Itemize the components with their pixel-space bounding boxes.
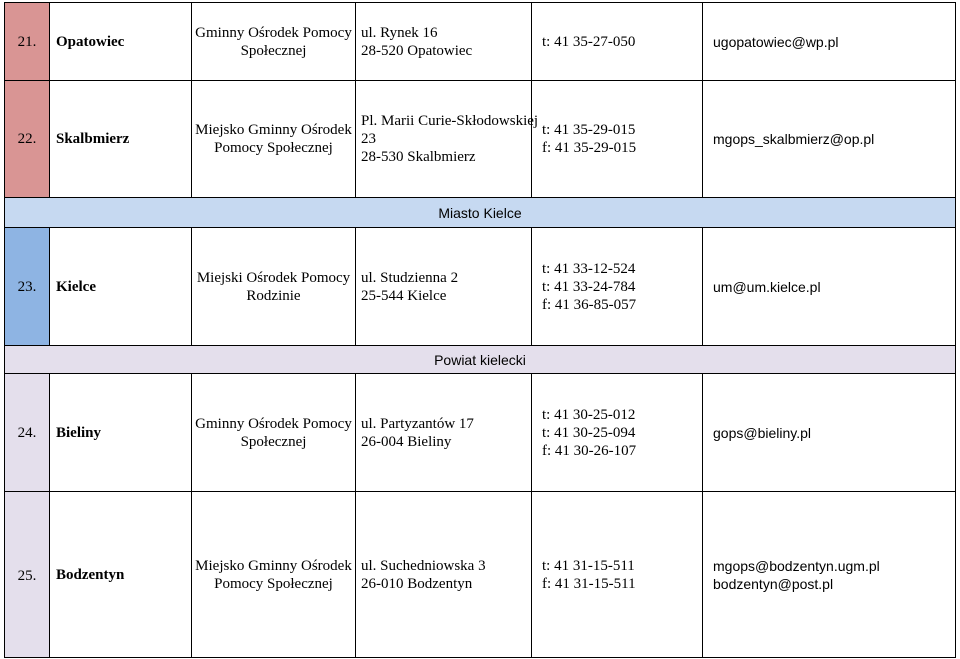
table-row-24 [5,374,956,492]
phone-numbers: t: 41 35-27-050 [532,3,703,81]
municipality-name: Opatowiec [50,3,192,81]
email: um@um.kielce.pl [703,228,956,346]
email: mgops@bodzentyn.ugm.pl bodzentyn@post.pl [703,492,956,658]
email: ugopatowiec@wp.pl [703,3,956,81]
row-number: 23. [5,228,50,346]
municipality-name: Skalbmierz [50,81,192,198]
section-header-miasto-kielce [5,198,956,228]
address: Pl. Marii Curie-Skłodowskiej 23 28-530 Skalbmierz [356,81,532,198]
table-row-23 [5,228,956,346]
phone-numbers: t: 41 33-12-524 t: 41 33-24-784 f: 41 36-85-057 [532,228,703,346]
table-row-21 [5,3,956,81]
municipality-name: Bodzentyn [50,492,192,658]
address: ul. Suchedniowska 3 26-010 Bodzentyn [356,492,532,658]
table-row-22 [5,81,956,198]
institution-name: Miejski Ośrodek Pomocy Rodzinie [192,228,356,346]
phone-numbers: t: 41 30-25-012 t: 41 30-25-094 f: 41 30-26-107 [532,374,703,492]
address: ul. Rynek 16 28-520 Opatowiec [356,3,532,81]
institutions-table [4,2,956,658]
row-number: 25. [5,492,50,658]
institution-name: Miejsko Gminny Ośrodek Pomocy Społecznej [192,492,356,658]
email: gops@bieliny.pl [703,374,956,492]
address: ul. Partyzantów 17 26-004 Bieliny [356,374,532,492]
row-number: 22. [5,81,50,198]
phone-numbers: t: 41 35-29-015 f: 41 35-29-015 [532,81,703,198]
table-row-25 [5,492,956,658]
section-header-powiat-kielecki [5,346,956,374]
section-title: Miasto Kielce [5,198,956,228]
municipality-name: Bieliny [50,374,192,492]
institution-name: Miejsko Gminny Ośrodek Pomocy Społecznej [192,81,356,198]
phone-numbers: t: 41 31-15-511 f: 41 31-15-511 [532,492,703,658]
email: mgops_skalbmierz@op.pl [703,81,956,198]
row-number: 21. [5,3,50,81]
municipality-name: Kielce [50,228,192,346]
institution-name: Gminny Ośrodek Pomocy Społecznej [192,3,356,81]
section-title: Powiat kielecki [5,346,956,374]
institution-name: Gminny Ośrodek Pomocy Społecznej [192,374,356,492]
row-number: 24. [5,374,50,492]
address: ul. Studzienna 2 25-544 Kielce [356,228,532,346]
